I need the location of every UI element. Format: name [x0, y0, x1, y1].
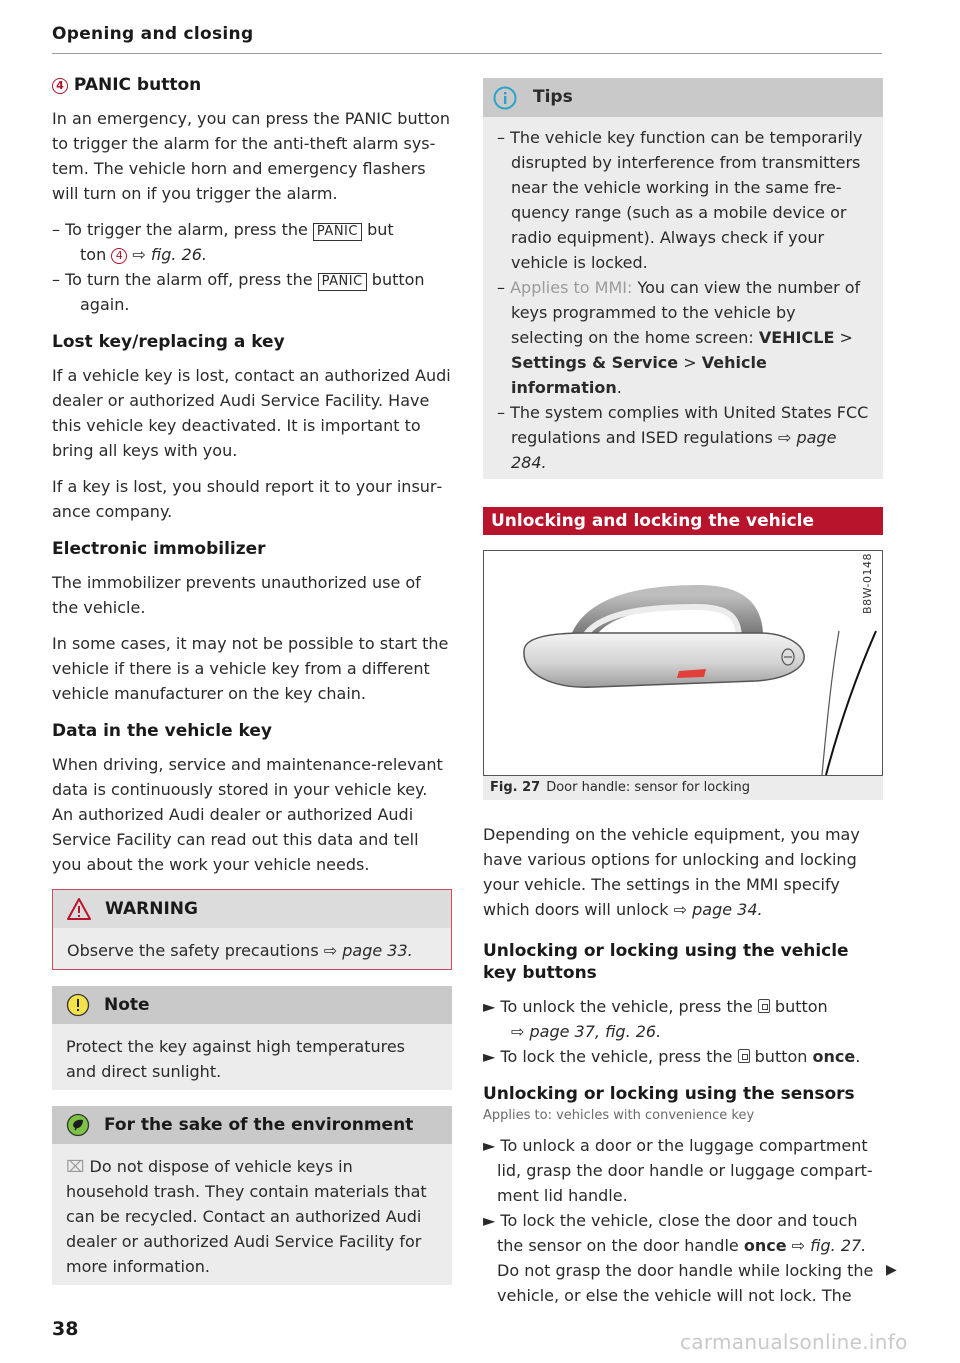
environment-text: Do not dispose of vehicle keys in household trash. They contain materials that can be recycled. Contact an authorized Audi dealer or authorized Audi Service Facility for more information.	[66, 1157, 427, 1276]
unlock-step: ► To unlock the vehicle, press the button ⇨ page 37, fig. 26.	[483, 997, 828, 1041]
sensor-lock-step: ► To lock the vehicle, close the door and touch the sensor on the door handle once ⇨ fig. 27. Do not grasp the door handle while locking the vehicle, or else the vehicle will not lock. The	[483, 1211, 874, 1305]
warning-box	[52, 889, 452, 970]
tip-item: – The system complies with United States FCC regulations and ISED regulations ⇨ page 284.	[497, 403, 869, 472]
warning-triangle-icon	[67, 897, 91, 921]
continue-arrow-icon: ▶	[886, 1262, 897, 1278]
fig-reference[interactable]: ⇨ fig. 27.	[791, 1236, 867, 1255]
door-handle-figure	[483, 550, 883, 776]
lost-key-heading: Lost key/replacing a key	[52, 332, 285, 352]
immobilizer-p2: In some cases, it may not be possible to start the vehicle if there is a vehicle key from a different vehicle manufacturer on the key chain.	[52, 634, 449, 703]
watermark: carmanualsonline.info	[680, 1330, 908, 1354]
applies-note: Applies to MMI:	[510, 278, 633, 297]
immobilizer-p1: The immobilizer prevents unauthorized use of the vehicle.	[52, 573, 421, 617]
tips-box	[483, 78, 883, 479]
figure-label: Fig. 27	[490, 780, 541, 795]
immobilizer-heading: Electronic immobilizer	[52, 539, 266, 559]
sensors-heading: Unlocking or locking using the sensors	[483, 1084, 855, 1104]
environment-box	[52, 1106, 452, 1285]
trash-bin-icon: ⌧	[66, 1157, 85, 1176]
lock-button-icon	[738, 1049, 750, 1063]
warning-label: WARNING	[105, 898, 198, 919]
warning-text: Observe the safety precautions	[67, 941, 319, 960]
applies-note: Applies to: vehicles with convenience key	[483, 1108, 755, 1123]
panic-heading: 4 PANIC button	[52, 74, 452, 96]
figure-code: B8W-0148	[861, 553, 874, 614]
panic-key-label: PANIC	[313, 223, 362, 241]
note-exclamation-icon	[66, 993, 90, 1017]
note-box	[52, 986, 452, 1090]
tips-label: Tips	[533, 87, 573, 107]
page-title: Opening and closing	[52, 24, 254, 44]
tip-item: – The vehicle key function can be temporarily disrupted by interference from transmitters near the vehicle working in the same frequency range (such as a mobile device or radio equipment). Always check if your vehicle is locked.	[497, 128, 863, 272]
panic-key-label: PANIC	[318, 273, 367, 291]
key-buttons-heading: Unlocking or locking using the vehicle key buttons	[483, 941, 849, 983]
page-reference[interactable]: ⇨ page 284.	[511, 428, 837, 472]
info-icon	[493, 86, 517, 110]
left-column	[52, 74, 452, 1285]
figure-caption: Fig. 27 Door handle: sensor for locking	[483, 776, 883, 800]
note-label: Note	[104, 994, 150, 1015]
panic-intro: In an emergency, you can press the PANIC button to trigger the alarm for the anti-theft alarm system. The vehicle horn and emergency flashers will turn on if you trigger the alarm.	[52, 109, 451, 203]
environment-label: For the sake of the environment	[104, 1114, 414, 1135]
page-reference[interactable]: ⇨ page 33.	[323, 941, 413, 960]
page-header	[52, 24, 882, 54]
lock-step: ► To lock the vehicle, press the button once.	[483, 1047, 861, 1066]
sensor-unlock-step: ► To unlock a door or the luggage compartment lid, grasp the door handle or luggage compartment lid handle.	[483, 1136, 873, 1205]
panic-item-trigger: – To trigger the alarm, press the PANIC but ton 4 ⇨ fig. 26.	[52, 220, 394, 264]
lost-key-p1: If a vehicle key is lost, contact an authorized Audi dealer or authorized Audi Service Facility. Have this vehicle key deactivated. It is important to bring all keys with you.	[52, 366, 451, 460]
data-key-p1: When driving, service and maintenance-relevant data is continuously stored in your vehicle key. An authorized Audi dealer or authorized Audi Service Facility can read out this data and tell you about the work your vehicle needs.	[52, 755, 443, 874]
page-number: 38	[52, 1318, 79, 1340]
fig-reference[interactable]: ⇨ fig. 26.	[132, 245, 207, 264]
note-text: Protect the key against high temperatures and direct sunlight.	[66, 1037, 406, 1081]
unlock-button-icon	[758, 999, 770, 1013]
page-reference[interactable]: ⇨ page 37, fig. 26.	[511, 1022, 662, 1041]
panic-item-off: – To turn the alarm off, press the PANIC button again.	[52, 270, 425, 314]
page-reference[interactable]: ⇨ page 34.	[673, 900, 763, 919]
section-banner: Unlocking and locking the vehicle	[483, 507, 883, 535]
callout-number: 4	[52, 78, 68, 94]
environment-leaf-icon	[66, 1113, 90, 1137]
right-column	[483, 78, 883, 1308]
callout-number: 4	[111, 248, 127, 264]
tip-item: – Applies to MMI: You can view the number of keys programmed to the vehicle by selecting on the home screen: VEHICLE > Settings & Service > Vehicle information.	[497, 278, 861, 397]
unlocking-intro: Depending on the vehicle equipment, you may have various options for unlocking and locking your vehicle. The settings in the MMI specify which doors will unlock ⇨ page 34.	[483, 825, 860, 919]
door-handle-illustration	[484, 551, 882, 775]
data-key-heading: Data in the vehicle key	[52, 721, 272, 741]
lost-key-p2: If a key is lost, you should report it to your insurance company.	[52, 477, 443, 521]
